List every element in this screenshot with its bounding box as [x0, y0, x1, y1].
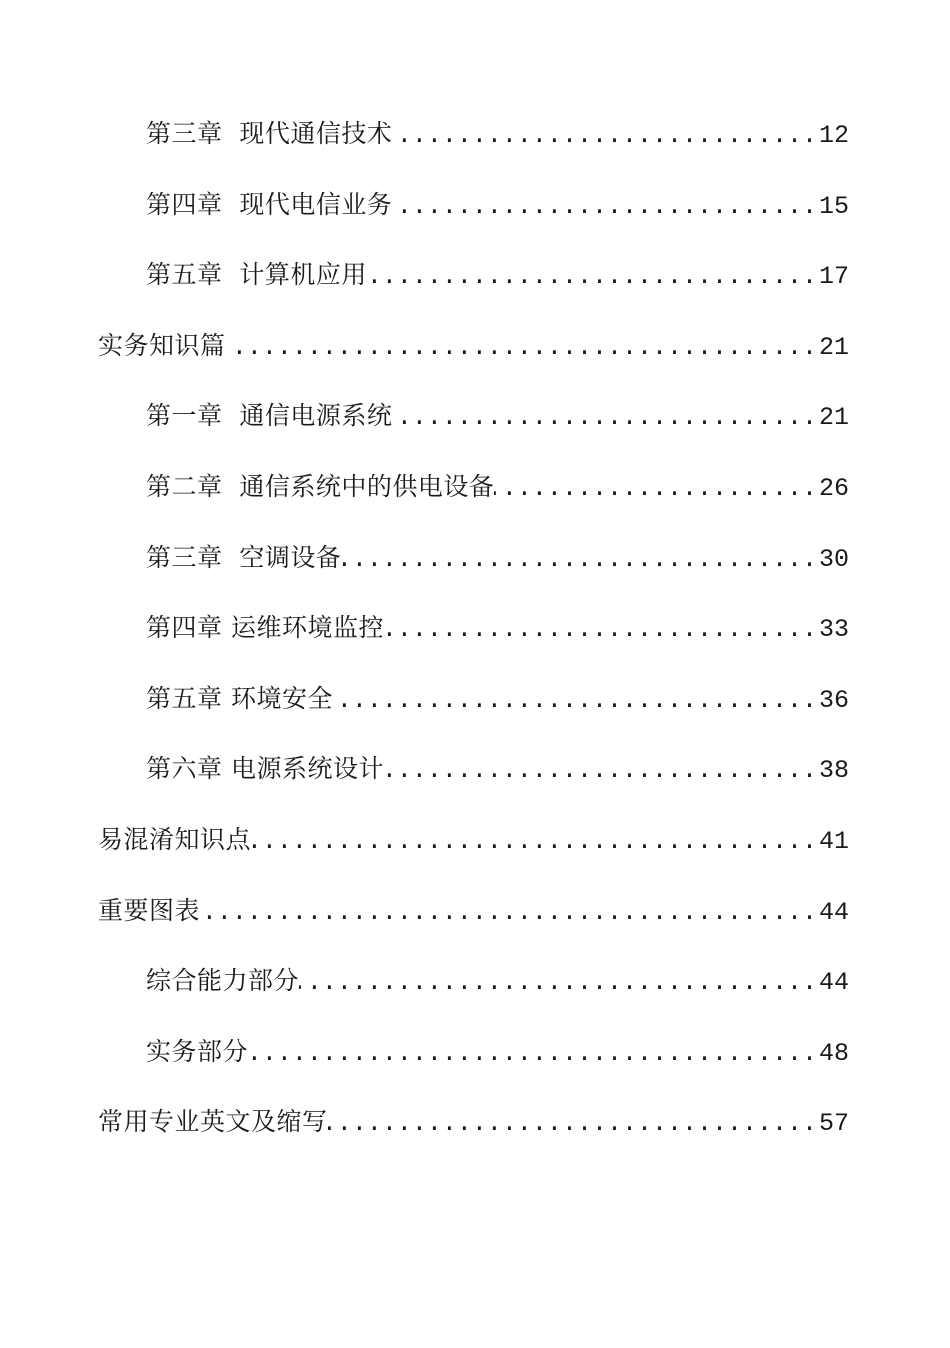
toc-entry-page: 41 [818, 826, 849, 856]
toc-entry-page: 57 [818, 1109, 849, 1139]
dot-leader [392, 121, 817, 150]
toc-entry[interactable] [0, 100, 950, 171]
dot-leader [333, 686, 817, 715]
toc-entry[interactable] [0, 735, 950, 806]
toc-entry[interactable] [0, 1088, 950, 1159]
toc-entry[interactable] [0, 524, 950, 595]
toc-entry-title: 第五章 计算机应用 [146, 260, 367, 290]
toc-entry-page: 44 [818, 968, 849, 998]
toc-entry-title: 第六章 电源系统设计 [146, 754, 384, 784]
dot-leader [248, 1039, 817, 1068]
toc-entry-title: 实务知识篇 [98, 330, 226, 360]
toc-entry-page: 48 [818, 1038, 849, 1068]
toc-entry-page: 33 [818, 615, 849, 645]
dot-leader [392, 192, 817, 221]
toc-entry[interactable] [0, 665, 950, 736]
toc-entry[interactable] [0, 1018, 950, 1089]
toc-entry-page: 44 [818, 897, 849, 927]
toc-entry[interactable] [0, 806, 950, 877]
toc-entry-page: 36 [818, 685, 849, 715]
toc-entry-title: 第三章 空调设备 [146, 542, 342, 572]
dot-leader [251, 827, 817, 856]
toc-entry[interactable] [0, 312, 950, 383]
dot-leader [392, 403, 817, 432]
toc-entry-title: 常用专业英文及缩写 [98, 1107, 328, 1137]
toc-entry-page: 21 [818, 332, 849, 362]
dot-leader [328, 1109, 817, 1138]
toc-entry[interactable] [0, 453, 950, 524]
toc-entry-title: 第四章 运维环境监控 [146, 613, 384, 643]
toc-entry[interactable] [0, 382, 950, 453]
toc-entry-page: 38 [818, 756, 849, 786]
dot-leader [299, 968, 817, 997]
toc-entry-page: 21 [818, 403, 849, 433]
toc-entry-title: 第三章 现代通信技术 [146, 119, 393, 148]
table-of-contents [0, 100, 950, 1159]
dot-leader [341, 545, 817, 574]
toc-entry-title: 综合能力部分 [146, 966, 300, 996]
toc-entry[interactable] [0, 947, 950, 1018]
toc-entry-title: 易混淆知识点 [98, 824, 252, 854]
toc-entry-title: 第二章 通信系统中的供电设备 [146, 471, 495, 501]
toc-entry-title: 第四章 现代电信业务 [146, 189, 393, 219]
toc-entry[interactable] [0, 171, 950, 242]
toc-entry-page: 12 [818, 121, 849, 150]
toc-entry-title: 实务部分 [146, 1036, 249, 1066]
toc-entry[interactable] [0, 594, 950, 665]
toc-entry-page: 26 [818, 473, 849, 503]
dot-leader [200, 898, 817, 927]
toc-entry-title: 重要图表 [98, 895, 201, 925]
dot-leader [226, 333, 817, 362]
toc-entry-page: 30 [818, 544, 849, 574]
toc-entry[interactable] [0, 877, 950, 948]
toc-entry-page: 15 [818, 191, 849, 221]
dot-leader [494, 474, 817, 503]
dot-leader [367, 262, 817, 291]
toc-entry-page: 17 [818, 262, 849, 292]
dot-leader [384, 615, 817, 644]
dot-leader [384, 756, 817, 785]
toc-entry-title: 第五章 环境安全 [146, 683, 333, 713]
toc-entry[interactable] [0, 241, 950, 312]
toc-entry-title: 第一章 通信电源系统 [146, 401, 393, 431]
